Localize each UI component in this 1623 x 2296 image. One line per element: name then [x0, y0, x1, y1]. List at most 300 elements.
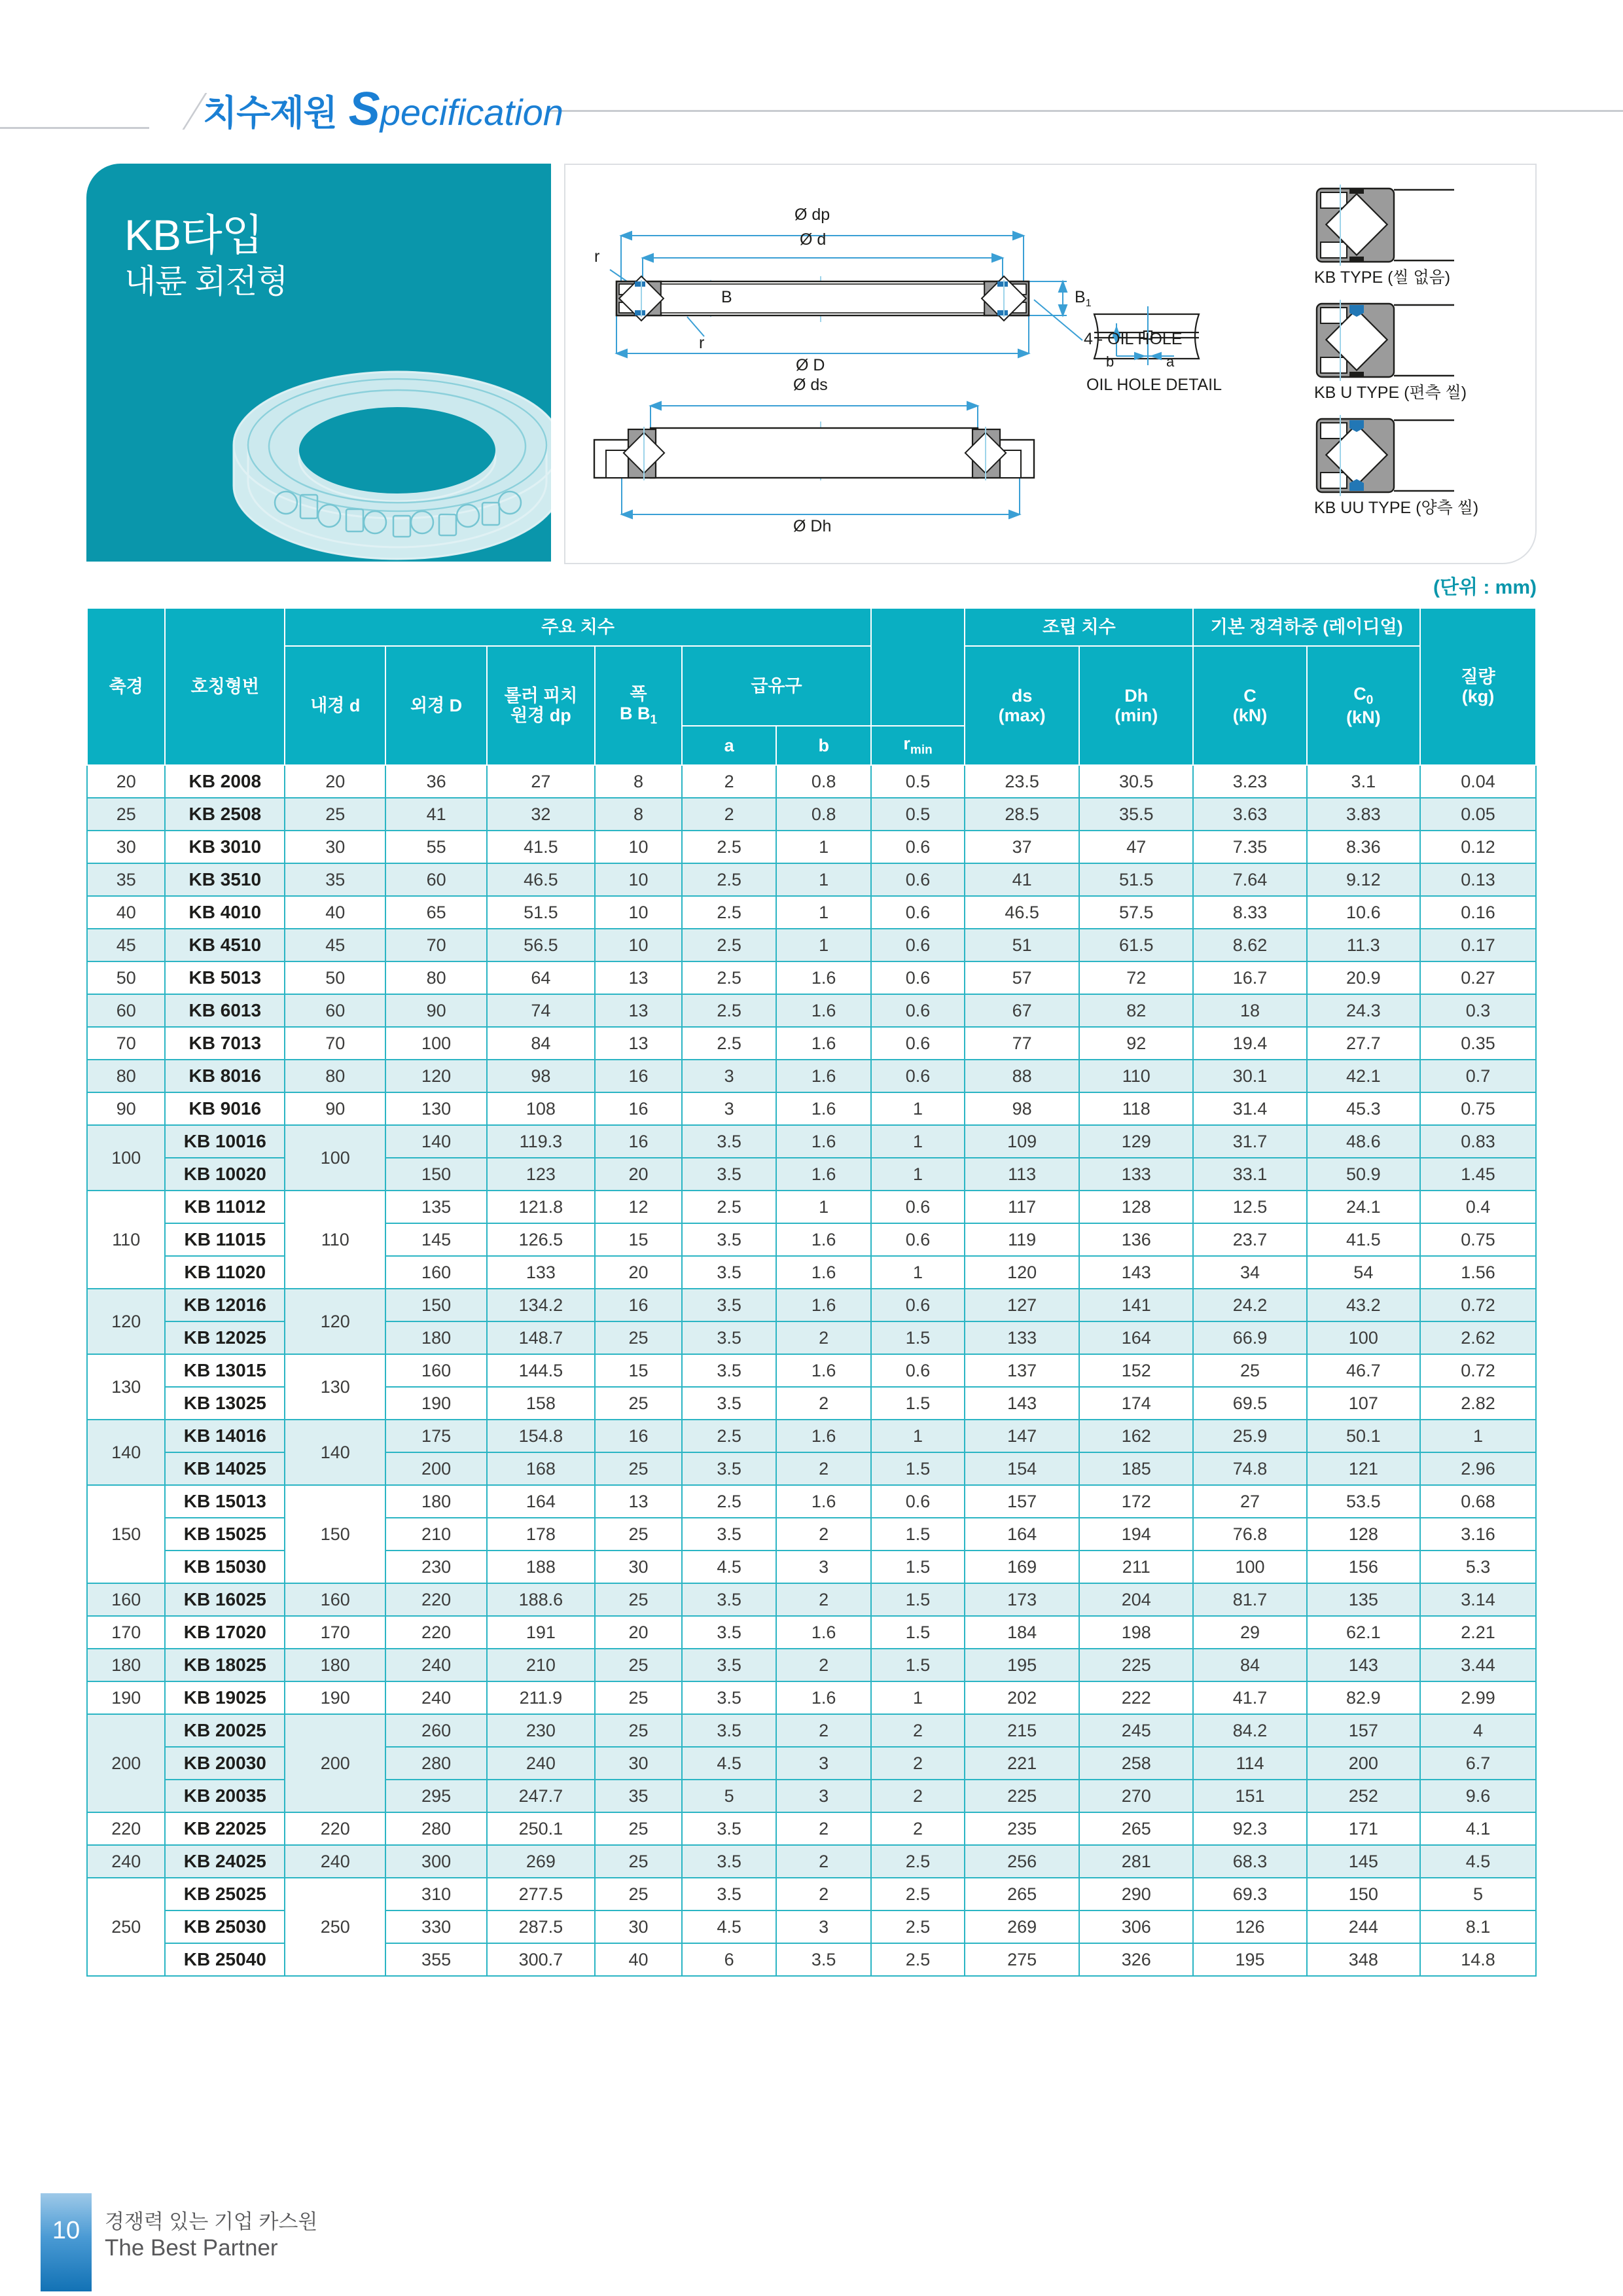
bearing-ring-illustration — [201, 347, 551, 562]
cell-dp: 27 — [487, 765, 595, 798]
page-number-tab — [41, 2193, 92, 2291]
th-dh-min — [1079, 646, 1193, 765]
cell-Dh: 136 — [1079, 1223, 1193, 1256]
cell-kg: 3.16 — [1420, 1518, 1536, 1551]
cell-Dh: 164 — [1079, 1321, 1193, 1354]
th-c0-line1 — [1308, 684, 1419, 708]
cell-B: 13 — [595, 961, 682, 994]
th-c0-main: C — [1353, 684, 1366, 704]
cell-ds: 275 — [965, 1943, 1079, 1976]
label-Dh: Ø Dh — [793, 517, 832, 535]
cell-model-number: KB 25030 — [165, 1910, 285, 1943]
table-row — [87, 831, 1536, 863]
table-row — [87, 1616, 1536, 1649]
cell-a: 2.5 — [682, 1485, 777, 1518]
cell-Dh: 198 — [1079, 1616, 1193, 1649]
cell-a: 3.5 — [682, 1321, 777, 1354]
cell-r: 0.6 — [871, 1354, 965, 1387]
cell-model-number: KB 6013 — [165, 994, 285, 1027]
cell-ds: 173 — [965, 1583, 1079, 1616]
cell-C0: 46.7 — [1307, 1354, 1420, 1387]
cell-C0: 3.83 — [1307, 798, 1420, 831]
cell-C0: 20.9 — [1307, 961, 1420, 994]
cell-ds: 202 — [965, 1681, 1079, 1714]
th-r-min-sub: min — [910, 743, 933, 757]
cell-Dh: 128 — [1079, 1191, 1193, 1223]
cell-shaft-diameter: 190 — [87, 1681, 165, 1714]
th-oil-a: a — [682, 726, 777, 765]
product-subtitle: 내륜 회전형 — [124, 263, 288, 300]
cell-ds: 117 — [965, 1191, 1079, 1223]
cell-C0: 53.5 — [1307, 1485, 1420, 1518]
cell-shaft-diameter: 20 — [87, 765, 165, 798]
cell-r: 0.5 — [871, 798, 965, 831]
cell-bore-diameter: 50 — [285, 961, 385, 994]
table-row — [87, 1583, 1536, 1616]
cell-ds: 119 — [965, 1223, 1079, 1256]
cell-Dh: 172 — [1079, 1485, 1193, 1518]
cell-D: 150 — [385, 1289, 486, 1321]
cell-model-number: KB 11015 — [165, 1223, 285, 1256]
cell-r: 0.6 — [871, 1060, 965, 1092]
cell-C0: 82.9 — [1307, 1681, 1420, 1714]
cell-dp: 210 — [487, 1649, 595, 1681]
cell-ds: 98 — [965, 1092, 1079, 1125]
cell-model-number: KB 5013 — [165, 961, 285, 994]
cell-C: 33.1 — [1193, 1158, 1306, 1191]
cell-dp: 250.1 — [487, 1812, 595, 1845]
cell-kg: 1.56 — [1420, 1256, 1536, 1289]
cell-bore-diameter: 45 — [285, 929, 385, 961]
cell-b: 2 — [776, 1714, 871, 1747]
cell-ds: 195 — [965, 1649, 1079, 1681]
cell-b: 1.6 — [776, 961, 871, 994]
cell-D: 145 — [385, 1223, 486, 1256]
cell-B: 16 — [595, 1092, 682, 1125]
cell-Dh: 141 — [1079, 1289, 1193, 1321]
cell-dp: 74 — [487, 994, 595, 1027]
cell-C: 19.4 — [1193, 1027, 1306, 1060]
cell-dp: 300.7 — [487, 1943, 595, 1976]
cell-D: 240 — [385, 1681, 486, 1714]
cell-C: 7.64 — [1193, 863, 1306, 896]
cell-a: 3.5 — [682, 1518, 777, 1551]
cell-ds: 57 — [965, 961, 1079, 994]
cell-model-number: KB 14016 — [165, 1420, 285, 1452]
product-panel — [86, 164, 551, 562]
cell-C: 25 — [1193, 1354, 1306, 1387]
table-row — [87, 1681, 1536, 1714]
cell-dp: 144.5 — [487, 1354, 595, 1387]
table-row — [87, 994, 1536, 1027]
cell-Dh: 265 — [1079, 1812, 1193, 1845]
th-mass-line1: 질량 — [1461, 666, 1495, 687]
cell-dp: 84 — [487, 1027, 595, 1060]
cell-kg: 2.99 — [1420, 1681, 1536, 1714]
cell-a: 3.5 — [682, 1387, 777, 1420]
cell-kg: 0.7 — [1420, 1060, 1536, 1092]
cell-kg: 4 — [1420, 1714, 1536, 1747]
cell-b: 1 — [776, 831, 871, 863]
cell-a: 3 — [682, 1060, 777, 1092]
table-header-row-2 — [87, 646, 1536, 726]
cell-model-number: KB 11020 — [165, 1256, 285, 1289]
cell-model-number: KB 22025 — [165, 1812, 285, 1845]
cell-B: 25 — [595, 1452, 682, 1485]
cell-ds: 154 — [965, 1452, 1079, 1485]
cell-C0: 42.1 — [1307, 1060, 1420, 1092]
cell-kg: 0.75 — [1420, 1092, 1536, 1125]
cell-b: 2 — [776, 1321, 871, 1354]
cell-bore-diameter: 130 — [285, 1354, 385, 1420]
cell-r: 2 — [871, 1714, 965, 1747]
cell-shaft-diameter: 140 — [87, 1420, 165, 1485]
th-c-line2: (kN) — [1232, 706, 1268, 725]
cell-ds: 51 — [965, 929, 1079, 961]
cell-r: 0.6 — [871, 831, 965, 863]
cell-C0: 50.1 — [1307, 1420, 1420, 1452]
cell-model-number: KB 11012 — [165, 1191, 285, 1223]
cell-C: 18 — [1193, 994, 1306, 1027]
cell-kg: 4.5 — [1420, 1845, 1536, 1878]
cell-model-number: KB 15013 — [165, 1485, 285, 1518]
cell-kg: 14.8 — [1420, 1943, 1536, 1976]
cell-kg: 0.16 — [1420, 896, 1536, 929]
table-head — [87, 608, 1536, 765]
cell-C: 114 — [1193, 1747, 1306, 1780]
cell-a: 3.5 — [682, 1812, 777, 1845]
cell-r: 1.5 — [871, 1616, 965, 1649]
cell-a: 4.5 — [682, 1910, 777, 1943]
label-oil-hole-detail: OIL HOLE DETAIL — [1086, 376, 1222, 394]
cell-kg: 2.96 — [1420, 1452, 1536, 1485]
cell-ds: 109 — [965, 1125, 1079, 1158]
cell-C0: 48.6 — [1307, 1125, 1420, 1158]
cell-ds: 137 — [965, 1354, 1079, 1387]
cell-r: 2.5 — [871, 1845, 965, 1878]
table-row — [87, 863, 1536, 896]
cell-B: 10 — [595, 896, 682, 929]
cell-dp: 211.9 — [487, 1681, 595, 1714]
cell-shaft-diameter: 30 — [87, 831, 165, 863]
cell-B: 30 — [595, 1551, 682, 1583]
page-title-english — [348, 83, 563, 135]
th-ds-line2: (max) — [998, 706, 1046, 725]
cell-bore-diameter: 180 — [285, 1649, 385, 1681]
cell-model-number: KB 3010 — [165, 831, 285, 863]
cell-a: 3.5 — [682, 1583, 777, 1616]
cell-C0: 45.3 — [1307, 1092, 1420, 1125]
cell-B: 30 — [595, 1747, 682, 1780]
cell-dp: 51.5 — [487, 896, 595, 929]
cell-ds: 164 — [965, 1518, 1079, 1551]
cell-bore-diameter: 220 — [285, 1812, 385, 1845]
cell-C0: 27.7 — [1307, 1027, 1420, 1060]
cell-ds: 221 — [965, 1747, 1079, 1780]
table-row — [87, 1714, 1536, 1747]
cell-ds: 147 — [965, 1420, 1079, 1452]
cell-dp: 123 — [487, 1158, 595, 1191]
variant-label-kb-uu: KB UU TYPE (양측 씰) — [1314, 499, 1479, 517]
cell-C: 69.5 — [1193, 1387, 1306, 1420]
cell-kg: 2.21 — [1420, 1616, 1536, 1649]
cell-kg: 9.6 — [1420, 1780, 1536, 1812]
cell-Dh: 174 — [1079, 1387, 1193, 1420]
cell-kg: 0.27 — [1420, 961, 1536, 994]
cell-kg: 8.1 — [1420, 1910, 1536, 1943]
cell-ds: 28.5 — [965, 798, 1079, 831]
cell-r: 1.5 — [871, 1387, 965, 1420]
cell-Dh: 129 — [1079, 1125, 1193, 1158]
cell-dp: 164 — [487, 1485, 595, 1518]
header-rule-right — [550, 110, 1623, 112]
cell-Dh: 82 — [1079, 994, 1193, 1027]
cell-b: 2 — [776, 1812, 871, 1845]
cell-b: 1.6 — [776, 1485, 871, 1518]
cell-r: 0.6 — [871, 929, 965, 961]
cell-a: 2.5 — [682, 831, 777, 863]
cell-C: 66.9 — [1193, 1321, 1306, 1354]
cell-D: 260 — [385, 1714, 486, 1747]
cell-a: 6 — [682, 1943, 777, 1976]
cell-a: 3.5 — [682, 1125, 777, 1158]
cell-bore-diameter: 20 — [285, 765, 385, 798]
cell-kg: 0.83 — [1420, 1125, 1536, 1158]
cell-C0: 135 — [1307, 1583, 1420, 1616]
cell-bore-diameter: 250 — [285, 1878, 385, 1976]
cell-shaft-diameter: 250 — [87, 1878, 165, 1976]
cell-r: 2.5 — [871, 1878, 965, 1910]
th-main-dimensions: 주요 치수 — [285, 608, 871, 646]
cell-D: 130 — [385, 1092, 486, 1125]
cell-model-number: KB 24025 — [165, 1845, 285, 1878]
cell-D: 175 — [385, 1420, 486, 1452]
label-ds: Ø ds — [793, 376, 828, 394]
cell-r: 1.5 — [871, 1321, 965, 1354]
cell-r: 1 — [871, 1256, 965, 1289]
cell-bore-diameter: 110 — [285, 1191, 385, 1289]
label-B1-sub: 1 — [1085, 298, 1092, 309]
cell-kg: 0.3 — [1420, 994, 1536, 1027]
cell-C0: 54 — [1307, 1256, 1420, 1289]
table-row — [87, 1649, 1536, 1681]
cell-B: 15 — [595, 1223, 682, 1256]
cell-C: 29 — [1193, 1616, 1306, 1649]
th-c-kn — [1193, 646, 1306, 765]
cell-C0: 62.1 — [1307, 1616, 1420, 1649]
cell-dp: 247.7 — [487, 1780, 595, 1812]
cell-b: 1.6 — [776, 1256, 871, 1289]
cell-kg: 1 — [1420, 1420, 1536, 1452]
cell-shaft-diameter: 180 — [87, 1649, 165, 1681]
cell-b: 2 — [776, 1649, 871, 1681]
cell-r: 2.5 — [871, 1943, 965, 1976]
cell-a: 2.5 — [682, 929, 777, 961]
cell-C0: 50.9 — [1307, 1158, 1420, 1191]
cell-C: 34 — [1193, 1256, 1306, 1289]
cell-C: 126 — [1193, 1910, 1306, 1943]
cell-b: 1.6 — [776, 1158, 871, 1191]
cell-C: 81.7 — [1193, 1583, 1306, 1616]
cell-C: 25.9 — [1193, 1420, 1306, 1452]
cell-Dh: 133 — [1079, 1158, 1193, 1191]
cell-B: 20 — [595, 1616, 682, 1649]
cell-bore-diameter: 60 — [285, 994, 385, 1027]
label-oil-b: b — [1106, 353, 1115, 370]
cell-C0: 24.1 — [1307, 1191, 1420, 1223]
cell-b: 2 — [776, 1518, 871, 1551]
cell-b: 1 — [776, 896, 871, 929]
cell-r: 2 — [871, 1812, 965, 1845]
cell-model-number: KB 4510 — [165, 929, 285, 961]
cell-ds: 143 — [965, 1387, 1079, 1420]
cell-b: 1.6 — [776, 1354, 871, 1387]
cell-D: 100 — [385, 1027, 486, 1060]
cell-C0: 156 — [1307, 1551, 1420, 1583]
cell-D: 310 — [385, 1878, 486, 1910]
cell-r: 1.5 — [871, 1452, 965, 1485]
cell-b: 1.6 — [776, 1092, 871, 1125]
cell-C0: 157 — [1307, 1714, 1420, 1747]
cell-Dh: 57.5 — [1079, 896, 1193, 929]
cell-ds: 256 — [965, 1845, 1079, 1878]
cell-C: 68.3 — [1193, 1845, 1306, 1878]
cell-dp: 32 — [487, 798, 595, 831]
cell-dp: 56.5 — [487, 929, 595, 961]
cell-model-number: KB 3510 — [165, 863, 285, 896]
table-row — [87, 1878, 1536, 1910]
cell-kg: 6.7 — [1420, 1747, 1536, 1780]
th-roller-pitch-dp — [487, 646, 595, 765]
cell-B: 25 — [595, 1714, 682, 1747]
page-header — [0, 79, 1623, 151]
cell-a: 2 — [682, 765, 777, 798]
label-dp: Ø dp — [794, 206, 830, 224]
cell-bore-diameter: 35 — [285, 863, 385, 896]
cell-b: 3 — [776, 1910, 871, 1943]
cell-shaft-diameter: 50 — [87, 961, 165, 994]
cell-dp: 240 — [487, 1747, 595, 1780]
cell-b: 2 — [776, 1583, 871, 1616]
th-rmin-spacer — [871, 608, 965, 726]
cell-kg: 0.4 — [1420, 1191, 1536, 1223]
cell-D: 180 — [385, 1485, 486, 1518]
cell-kg: 0.68 — [1420, 1485, 1536, 1518]
cell-model-number: KB 7013 — [165, 1027, 285, 1060]
cell-dp: 230 — [487, 1714, 595, 1747]
cell-B: 25 — [595, 1878, 682, 1910]
cell-model-number: KB 15030 — [165, 1551, 285, 1583]
cell-B: 25 — [595, 1812, 682, 1845]
th-width-line2 — [596, 704, 681, 727]
cell-dp: 108 — [487, 1092, 595, 1125]
cell-b: 3 — [776, 1551, 871, 1583]
cell-C0: 107 — [1307, 1387, 1420, 1420]
footer-slogan-english: The Best Partner — [105, 2235, 278, 2261]
cell-model-number: KB 13025 — [165, 1387, 285, 1420]
cell-ds: 120 — [965, 1256, 1079, 1289]
cell-D: 220 — [385, 1616, 486, 1649]
cell-a: 2.5 — [682, 1420, 777, 1452]
cell-model-number: KB 2508 — [165, 798, 285, 831]
cell-model-number: KB 15025 — [165, 1518, 285, 1551]
cell-r: 1 — [871, 1092, 965, 1125]
table-row — [87, 1092, 1536, 1125]
cell-shaft-diameter: 110 — [87, 1191, 165, 1289]
cell-C0: 348 — [1307, 1943, 1420, 1976]
cell-dp: 287.5 — [487, 1910, 595, 1943]
page-title-english-rest: pecification — [380, 92, 563, 133]
specification-table — [86, 607, 1537, 1977]
cell-D: 200 — [385, 1452, 486, 1485]
th-width-bb1 — [595, 646, 682, 765]
th-dh-line2: (min) — [1115, 706, 1158, 725]
cell-D: 280 — [385, 1812, 486, 1845]
cell-Dh: 152 — [1079, 1354, 1193, 1387]
cell-C0: 252 — [1307, 1780, 1420, 1812]
cell-kg: 0.12 — [1420, 831, 1536, 863]
cell-B: 20 — [595, 1158, 682, 1191]
cell-B: 40 — [595, 1943, 682, 1976]
cell-r: 0.5 — [871, 765, 965, 798]
cell-Dh: 61.5 — [1079, 929, 1193, 961]
cell-shaft-diameter: 45 — [87, 929, 165, 961]
cell-D: 65 — [385, 896, 486, 929]
cell-Dh: 162 — [1079, 1420, 1193, 1452]
cell-a: 2.5 — [682, 994, 777, 1027]
cell-C0: 171 — [1307, 1812, 1420, 1845]
cell-ds: 77 — [965, 1027, 1079, 1060]
cell-a: 2.5 — [682, 896, 777, 929]
cell-Dh: 51.5 — [1079, 863, 1193, 896]
cell-shaft-diameter: 170 — [87, 1616, 165, 1649]
cell-B: 16 — [595, 1125, 682, 1158]
cell-a: 3.5 — [682, 1616, 777, 1649]
cell-C: 7.35 — [1193, 831, 1306, 863]
cell-ds: 23.5 — [965, 765, 1079, 798]
table-row — [87, 1812, 1536, 1845]
cell-dp: 191 — [487, 1616, 595, 1649]
cell-b: 2 — [776, 1878, 871, 1910]
cell-ds: 269 — [965, 1910, 1079, 1943]
cell-model-number: KB 25040 — [165, 1943, 285, 1976]
th-width-line1: 폭 — [630, 684, 647, 704]
table-row — [87, 896, 1536, 929]
cell-D: 135 — [385, 1191, 486, 1223]
cell-B: 16 — [595, 1420, 682, 1452]
cell-r: 2 — [871, 1780, 965, 1812]
table-body — [87, 765, 1536, 1976]
cell-Dh: 194 — [1079, 1518, 1193, 1551]
cell-D: 55 — [385, 831, 486, 863]
cell-b: 2 — [776, 1452, 871, 1485]
cell-shaft-diameter: 220 — [87, 1812, 165, 1845]
cell-C: 12.5 — [1193, 1191, 1306, 1223]
cell-Dh: 30.5 — [1079, 765, 1193, 798]
cell-B: 15 — [595, 1354, 682, 1387]
unit-note: (단위 : mm) — [1433, 577, 1537, 598]
cell-B: 30 — [595, 1910, 682, 1943]
cell-b: 3.5 — [776, 1943, 871, 1976]
cell-D: 355 — [385, 1943, 486, 1976]
cell-kg: 2.82 — [1420, 1387, 1536, 1420]
cell-C0: 41.5 — [1307, 1223, 1420, 1256]
th-width-bb1-sub: 1 — [650, 713, 658, 727]
cell-Dh: 222 — [1079, 1681, 1193, 1714]
cell-C: 195 — [1193, 1943, 1306, 1976]
cell-model-number: KB 19025 — [165, 1681, 285, 1714]
cell-ds: 169 — [965, 1551, 1079, 1583]
